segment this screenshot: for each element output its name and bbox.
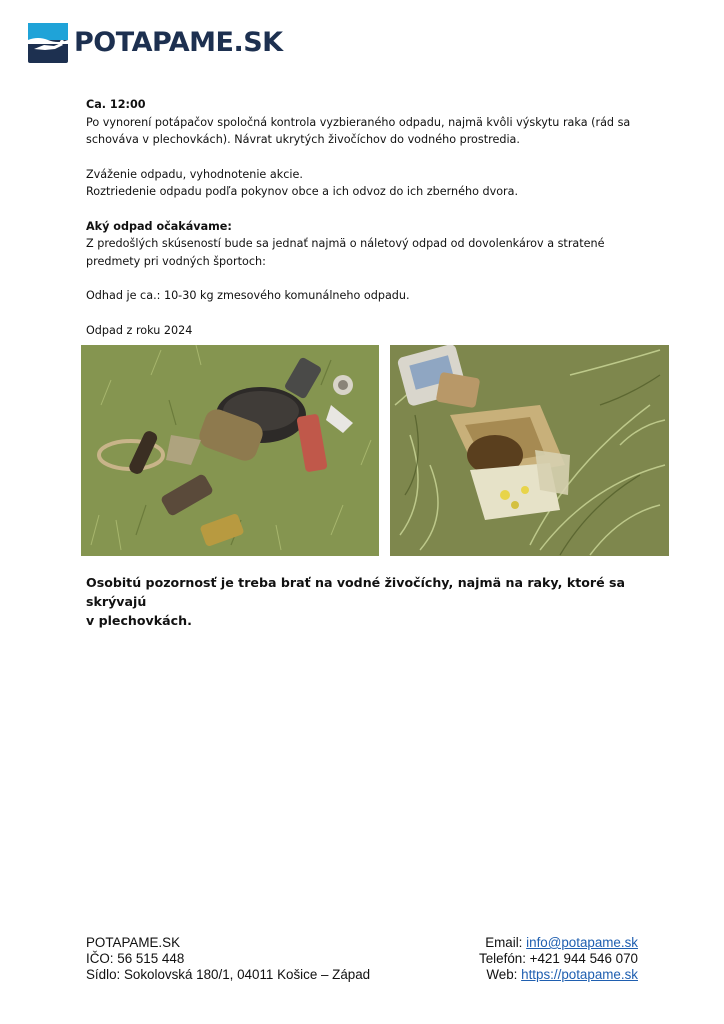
waste-heading: Aký odpad očakávame: (86, 219, 232, 233)
photo-waste-pile (81, 345, 379, 556)
footer-company: POTAPAME.SK (86, 935, 181, 950)
waste-photos (81, 345, 669, 556)
footer-ico: IČO: 56 515 448 (86, 951, 185, 966)
web-link[interactable]: https://potapame.sk (521, 967, 638, 982)
logo (28, 22, 283, 64)
highlight-note (86, 573, 646, 630)
footer-email-row (479, 935, 638, 951)
footer-contact-info (479, 935, 638, 983)
email-link[interactable]: info@potapame.sk (526, 935, 638, 950)
footer-web-row (479, 967, 638, 983)
photo-cans-in-grass (390, 345, 669, 556)
paragraph-2-line-1: Zváženie odpadu, vyhodnotenie akcie. (86, 167, 303, 181)
estimate-text: Odhad je ca.: 10-30 kg zmesového komunálneho odpadu. (86, 289, 410, 302)
footer-address: Sídlo: Sokolovská 180/1, 04011 Košice – Západ (86, 967, 371, 982)
paragraph-1-line-1: Po vynorení potápačov spoločná kontrola vyzbieraného odpadu, najmä kvôli výskytu raka (rád sa (86, 115, 631, 129)
highlight-line-2: v plechovkách. (86, 613, 192, 628)
paragraph-2-line-2: Roztriedenie odpadu podľa pokynov obce a ich odvoz do ich zberného dvora. (86, 185, 519, 198)
footer-web-label: Web: (486, 967, 522, 982)
highlight-line-1: Osobitú pozornosť je treba brať na vodné živočíchy, najmä na raky, ktoré sa skrývajú (86, 575, 626, 609)
paragraph-3-line-1: Z predošlých skúseností bude sa jednať najmä o náletový odpad od dovolenkárov a stratené (86, 237, 605, 250)
footer-company-info (86, 935, 370, 983)
paragraph-3-line-2: predmety pri vodných športoch: (86, 254, 266, 268)
time-heading: Ca. 12:00 (86, 98, 146, 111)
logo-text: POTAPAME.SK (74, 27, 283, 58)
footer-email-label: Email: (485, 935, 527, 950)
diver-logo-icon (28, 23, 68, 63)
paragraph-1-line-2: schováva v plechovkách). Návrat ukrytých živočíchov do vodného prostredia. (86, 133, 520, 146)
footer-phone: Telefón: +421 944 546 070 (479, 951, 638, 966)
document-body (86, 96, 646, 339)
photos-caption: Odpad z roku 2024 (86, 323, 193, 337)
